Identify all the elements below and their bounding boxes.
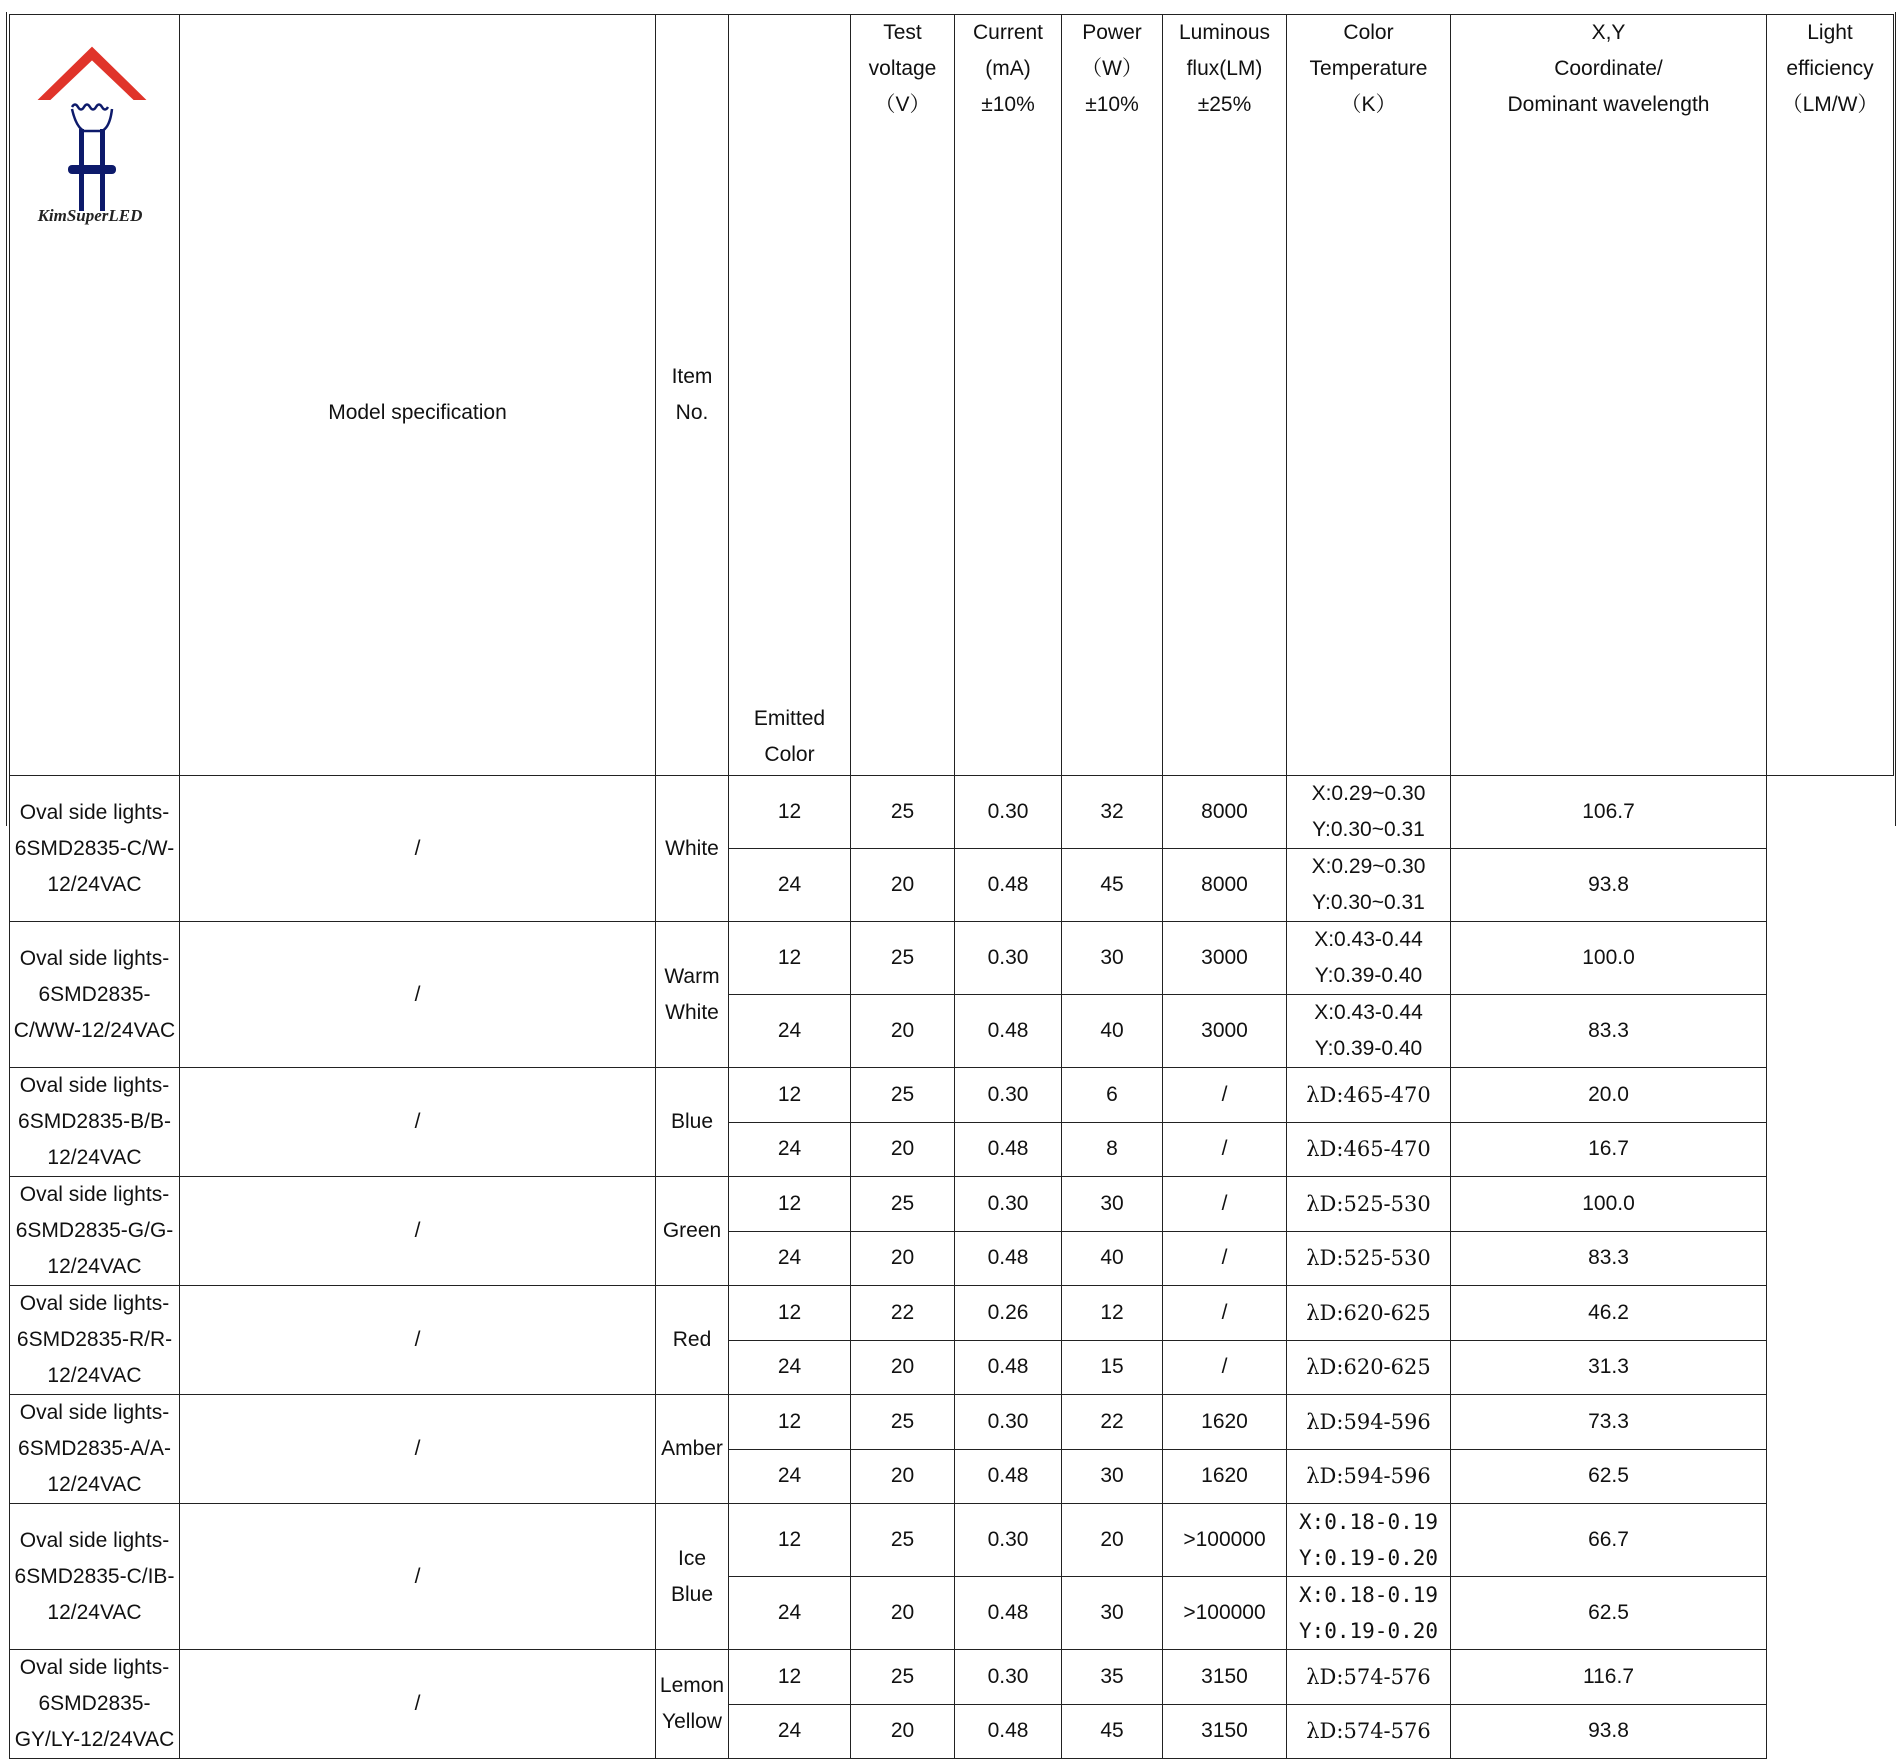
header-xy-line1: X,Y	[1591, 21, 1626, 44]
header-voltage-line3: （V）	[874, 93, 931, 116]
emitted-color-cell	[656, 1068, 729, 1177]
current-cell: 25	[851, 1068, 955, 1123]
emitted-color-line2: Yellow	[662, 1710, 722, 1733]
xy-coordinate-cell: λD:574-576	[1287, 1650, 1451, 1705]
luminous-flux-cell: 40	[1062, 995, 1163, 1068]
current-cell: 22	[851, 1286, 955, 1341]
header-eff-line3: （LM/W）	[1781, 93, 1879, 116]
power-cell: 0.48	[955, 1704, 1062, 1759]
brand-logo	[10, 15, 170, 775]
xy-coordinate-cell: X:0.18-0.19 Y:0.19-0.20	[1287, 1504, 1451, 1577]
test-voltage-cell: 12	[729, 776, 851, 849]
xy-coordinate-cell: λD:525-530	[1287, 1177, 1451, 1232]
xy-coordinate-cell: X:0.29~0.30 Y:0.30~0.31	[1287, 776, 1451, 849]
table-row	[10, 1068, 1894, 1123]
color-temperature-cell: /	[1163, 1177, 1287, 1232]
header-current-line3: ±10%	[981, 93, 1035, 116]
header-item-line1: Item	[671, 365, 713, 388]
current-cell: 20	[851, 1122, 955, 1177]
header-power-line1: Power	[1082, 21, 1142, 44]
header-current-line1: Current	[972, 21, 1044, 44]
model-spec-cell: Oval side lights-6SMD2835-GY/LY-12/24VAC	[10, 1650, 180, 1759]
luminous-flux-cell: 30	[1062, 922, 1163, 995]
item-no-cell: /	[180, 1395, 656, 1504]
header-flux-line2: flux(LM)	[1186, 57, 1263, 80]
light-efficiency-cell: 116.7	[1451, 1650, 1767, 1705]
light-efficiency-cell: 100.0	[1451, 1177, 1767, 1232]
power-cell: 0.26	[955, 1286, 1062, 1341]
light-efficiency-cell: 93.8	[1451, 1704, 1767, 1759]
light-efficiency-cell: 93.8	[1451, 849, 1767, 922]
light-efficiency-cell: 62.5	[1451, 1449, 1767, 1504]
luminous-flux-cell: 30	[1062, 1177, 1163, 1232]
table-row	[10, 1286, 1894, 1341]
emitted-color-cell	[656, 1177, 729, 1286]
current-cell: 25	[851, 1650, 955, 1705]
test-voltage-cell: 24	[729, 1577, 851, 1650]
color-temperature-cell: 8000	[1163, 776, 1287, 849]
color-temperature-cell: 3150	[1163, 1704, 1287, 1759]
header-item-no	[656, 15, 729, 776]
luminous-flux-cell: 6	[1062, 1068, 1163, 1123]
header-voltage-line1: Test	[883, 21, 922, 44]
test-voltage-cell: 12	[729, 922, 851, 995]
model-spec-cell: Oval side lights-6SMD2835-C/W-12/24VAC	[10, 776, 180, 922]
light-efficiency-cell: 83.3	[1451, 1231, 1767, 1286]
header-flux-line1: Luminous	[1178, 21, 1271, 44]
xy-coordinate-cell: λD:594-596	[1287, 1395, 1451, 1450]
header-emitted-color	[729, 15, 851, 776]
emitted-color-line1: Warm	[664, 964, 720, 988]
luminous-flux-cell: 22	[1062, 1395, 1163, 1450]
emitted-color-line1: White	[665, 836, 719, 860]
brand-name: KimSuperLED	[37, 206, 143, 225]
table-row	[10, 1395, 1894, 1450]
header-current-line2: (mA)	[985, 57, 1031, 80]
power-cell: 0.30	[955, 1068, 1062, 1123]
power-cell: 0.30	[955, 1177, 1062, 1232]
xy-coordinate-cell: λD:594-596	[1287, 1449, 1451, 1504]
power-cell: 0.30	[955, 776, 1062, 849]
item-no-cell: /	[180, 776, 656, 922]
power-cell: 0.30	[955, 1395, 1062, 1450]
header-flux-line3: ±25%	[1197, 93, 1252, 116]
color-temperature-cell: 1620	[1163, 1449, 1287, 1504]
color-temperature-cell: /	[1163, 1068, 1287, 1123]
xy-coordinate-cell: λD:620-625	[1287, 1286, 1451, 1341]
table-row	[10, 922, 1894, 995]
emitted-color-line1: Red	[672, 1328, 712, 1351]
xy-coordinate-cell: X:0.43-0.44 Y:0.39-0.40	[1287, 922, 1451, 995]
power-cell: 0.48	[955, 1449, 1062, 1504]
test-voltage-cell: 24	[729, 1122, 851, 1177]
power-cell: 0.30	[955, 922, 1062, 995]
test-voltage-cell: 24	[729, 995, 851, 1068]
header-model-label: Model specification	[328, 401, 507, 424]
xy-coordinate-cell: X:0.43-0.44 Y:0.39-0.40	[1287, 995, 1451, 1068]
luminous-flux-cell: 30	[1062, 1449, 1163, 1504]
luminous-flux-cell: 12	[1062, 1286, 1163, 1341]
model-spec-cell: Oval side lights-6SMD2835-C/WW-12/24VAC	[10, 922, 180, 1068]
color-temperature-cell: >100000	[1163, 1577, 1287, 1650]
luminous-flux-cell: 35	[1062, 1650, 1163, 1705]
color-temperature-cell: 3000	[1163, 922, 1287, 995]
light-efficiency-cell: 66.7	[1451, 1504, 1767, 1577]
current-cell: 25	[851, 1177, 955, 1232]
test-voltage-cell: 24	[729, 1704, 851, 1759]
emitted-color-line2: White	[665, 1000, 719, 1024]
light-efficiency-cell: 106.7	[1451, 776, 1767, 849]
header-test-voltage	[851, 15, 955, 776]
test-voltage-cell: 12	[729, 1504, 851, 1577]
test-voltage-cell: 12	[729, 1068, 851, 1123]
current-cell: 25	[851, 1395, 955, 1450]
header-luminous-flux	[1163, 15, 1287, 776]
item-no-cell: /	[180, 922, 656, 1068]
power-cell: 0.30	[955, 1504, 1062, 1577]
xy-coordinate-cell: λD:574-576	[1287, 1704, 1451, 1759]
header-power	[1062, 15, 1163, 776]
current-cell: 20	[851, 1704, 955, 1759]
color-temperature-cell: /	[1163, 1340, 1287, 1395]
luminous-flux-cell: 45	[1062, 1704, 1163, 1759]
logo-cell	[10, 15, 180, 776]
item-no-cell: /	[180, 1650, 656, 1759]
emitted-color-line1: Lemon	[659, 1674, 725, 1697]
power-cell: 0.48	[955, 1577, 1062, 1650]
luminous-flux-cell: 30	[1062, 1577, 1163, 1650]
item-no-cell: /	[180, 1504, 656, 1650]
model-spec-cell: Oval side lights-6SMD2835-B/B-12/24VAC	[10, 1068, 180, 1177]
model-spec-cell: Oval side lights-6SMD2835-R/R-12/24VAC	[10, 1286, 180, 1395]
test-voltage-cell: 12	[729, 1395, 851, 1450]
item-no-cell: /	[180, 1286, 656, 1395]
current-cell: 20	[851, 849, 955, 922]
color-temperature-cell: >100000	[1163, 1504, 1287, 1577]
header-temp-line3: （K）	[1340, 93, 1397, 116]
spec-table	[9, 14, 1894, 1759]
table-row	[10, 1650, 1894, 1705]
power-cell: 0.30	[955, 1650, 1062, 1705]
test-voltage-cell: 24	[729, 1449, 851, 1504]
light-efficiency-cell: 62.5	[1451, 1577, 1767, 1650]
emitted-color-cell	[656, 1395, 729, 1504]
light-efficiency-cell: 46.2	[1451, 1286, 1767, 1341]
luminous-flux-cell: 32	[1062, 776, 1163, 849]
current-cell: 25	[851, 1504, 955, 1577]
emitted-color-line1: Ice Blue	[670, 1546, 714, 1606]
header-eff-line1: Light	[1807, 21, 1853, 44]
emitted-color-line1: Blue	[670, 1110, 714, 1133]
luminous-flux-cell: 40	[1062, 1231, 1163, 1286]
header-xy-line3: Dominant wavelength	[1507, 93, 1710, 116]
current-cell: 20	[851, 1340, 955, 1395]
emitted-color-cell	[656, 776, 729, 922]
test-voltage-cell: 24	[729, 1231, 851, 1286]
header-model	[180, 15, 656, 776]
light-efficiency-cell: 20.0	[1451, 1068, 1767, 1123]
power-cell: 0.48	[955, 849, 1062, 922]
current-cell: 25	[851, 922, 955, 995]
light-efficiency-cell: 83.3	[1451, 995, 1767, 1068]
header-item-line2: No.	[675, 401, 709, 424]
house-lamp-logo-icon	[10, 15, 170, 775]
color-temperature-cell: /	[1163, 1286, 1287, 1341]
light-efficiency-cell: 31.3	[1451, 1340, 1767, 1395]
current-cell: 20	[851, 1449, 955, 1504]
header-temp-line2: Temperature	[1309, 57, 1428, 80]
color-temperature-cell: /	[1163, 1122, 1287, 1177]
test-voltage-cell: 24	[729, 1340, 851, 1395]
color-temperature-cell: 8000	[1163, 849, 1287, 922]
header-current	[955, 15, 1062, 776]
header-xy-line2: Coordinate/	[1554, 57, 1663, 80]
light-efficiency-cell: 100.0	[1451, 922, 1767, 995]
emitted-color-cell	[656, 1504, 729, 1650]
luminous-flux-cell: 8	[1062, 1122, 1163, 1177]
test-voltage-cell: 12	[729, 1177, 851, 1232]
header-light-efficiency	[1767, 15, 1894, 776]
emitted-color-cell	[656, 922, 729, 1068]
current-cell: 20	[851, 995, 955, 1068]
xy-coordinate-cell: X:0.18-0.19 Y:0.19-0.20	[1287, 1577, 1451, 1650]
header-power-line2: （W）	[1081, 57, 1143, 80]
header-color-line2: Color	[764, 743, 815, 766]
light-efficiency-cell: 16.7	[1451, 1122, 1767, 1177]
table-row	[10, 1504, 1894, 1577]
color-temperature-cell: 3150	[1163, 1650, 1287, 1705]
header-eff-line2: efficiency	[1786, 57, 1874, 80]
color-temperature-cell: 1620	[1163, 1395, 1287, 1450]
power-cell: 0.48	[955, 1231, 1062, 1286]
header-power-line3: ±10%	[1085, 93, 1139, 116]
header-xy-coordinate	[1451, 15, 1767, 776]
table-row	[10, 776, 1894, 849]
item-no-cell: /	[180, 1177, 656, 1286]
header-voltage-line2: voltage	[868, 57, 937, 80]
header-color-line1: Emitted	[753, 707, 826, 730]
spec-table-body	[10, 776, 1894, 1759]
test-voltage-cell: 12	[729, 1650, 851, 1705]
model-spec-cell: Oval side lights-6SMD2835-G/G-12/24VAC	[10, 1177, 180, 1286]
current-cell: 25	[851, 776, 955, 849]
power-cell: 0.48	[955, 1122, 1062, 1177]
header-row	[10, 15, 1894, 776]
xy-coordinate-cell: λD:465-470	[1287, 1068, 1451, 1123]
emitted-color-cell	[656, 1650, 729, 1759]
test-voltage-cell: 12	[729, 1286, 851, 1341]
xy-coordinate-cell: λD:465-470	[1287, 1122, 1451, 1177]
color-temperature-cell: /	[1163, 1231, 1287, 1286]
model-spec-cell: Oval side lights-6SMD2835-C/IB-12/24VAC	[10, 1504, 180, 1650]
color-temperature-cell: 3000	[1163, 995, 1287, 1068]
xy-coordinate-cell: X:0.29~0.30 Y:0.30~0.31	[1287, 849, 1451, 922]
luminous-flux-cell: 15	[1062, 1340, 1163, 1395]
emitted-color-cell	[656, 1286, 729, 1395]
model-spec-cell: Oval side lights-6SMD2835-A/A-12/24VAC	[10, 1395, 180, 1504]
xy-coordinate-cell: λD:620-625	[1287, 1340, 1451, 1395]
header-color-temperature	[1287, 15, 1451, 776]
luminous-flux-cell: 20	[1062, 1504, 1163, 1577]
power-cell: 0.48	[955, 1340, 1062, 1395]
table-row	[10, 1177, 1894, 1232]
header-temp-line1: Color	[1343, 21, 1394, 44]
emitted-color-line1: Amber	[661, 1437, 723, 1460]
test-voltage-cell: 24	[729, 849, 851, 922]
light-efficiency-cell: 73.3	[1451, 1395, 1767, 1450]
emitted-color-line1: Green	[662, 1219, 722, 1242]
power-cell: 0.48	[955, 995, 1062, 1068]
current-cell: 20	[851, 1231, 955, 1286]
xy-coordinate-cell: λD:525-530	[1287, 1231, 1451, 1286]
luminous-flux-cell: 45	[1062, 849, 1163, 922]
item-no-cell: /	[180, 1068, 656, 1177]
current-cell: 20	[851, 1577, 955, 1650]
